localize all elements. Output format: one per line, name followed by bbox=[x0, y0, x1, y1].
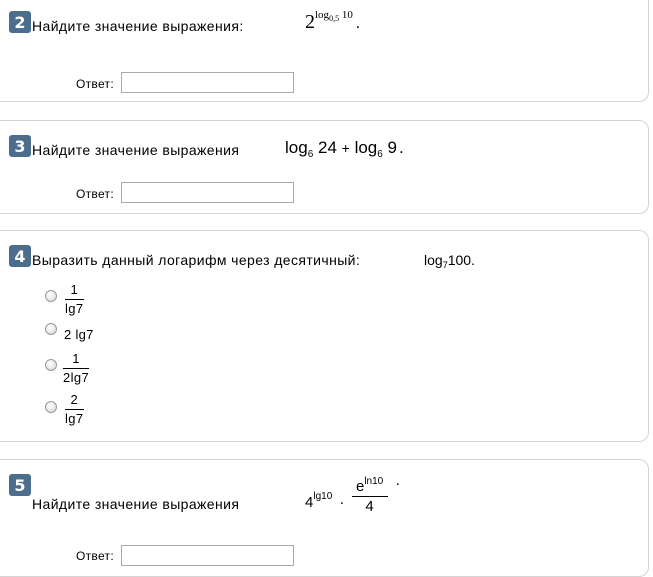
fraction-bar bbox=[63, 368, 89, 369]
numerator: 2 bbox=[70, 392, 79, 407]
e-exponent: ln10 bbox=[364, 476, 384, 487]
expression-q4 bbox=[424, 252, 475, 268]
question-card-4 bbox=[0, 230, 649, 442]
question-number-badge: 3 bbox=[9, 135, 31, 157]
fraction-bar bbox=[65, 409, 84, 410]
question-text: Найдите значение выражения bbox=[32, 142, 240, 158]
exp-log: log bbox=[315, 9, 330, 21]
answer-input-q5[interactable] bbox=[121, 545, 294, 566]
option-radio-2[interactable] bbox=[45, 323, 57, 335]
numerator: 1 bbox=[72, 351, 80, 366]
base-4-exponent: lg10 bbox=[313, 491, 333, 502]
expr-tail: . bbox=[399, 138, 404, 157]
option-radio-3[interactable] bbox=[45, 359, 57, 371]
answer-label: Ответ: bbox=[76, 549, 114, 563]
expr-exponent bbox=[315, 9, 353, 21]
multiply-dot: · bbox=[339, 494, 345, 511]
question-number-badge: 4 bbox=[9, 245, 31, 267]
log-1: log bbox=[285, 138, 308, 157]
answer-label: Ответ: bbox=[76, 187, 114, 201]
expr-base: 2 bbox=[305, 11, 315, 33]
expr-tail: . bbox=[395, 472, 400, 489]
fraction-bar bbox=[352, 496, 388, 497]
plus-sign: + bbox=[341, 140, 350, 156]
question-text: Найдите значение выражения bbox=[32, 496, 240, 512]
option-fraction-1 bbox=[65, 282, 84, 317]
fraction-bar bbox=[65, 299, 84, 300]
question-card-2 bbox=[0, 0, 649, 102]
question-number-badge: 5 bbox=[9, 474, 31, 496]
log-1-base: 6 bbox=[307, 149, 314, 160]
log-2-arg: 9 bbox=[387, 138, 398, 157]
expr-tail: . bbox=[355, 15, 360, 32]
base-4: 4 bbox=[305, 494, 314, 511]
log-base: 7 bbox=[442, 260, 448, 270]
log-2: log bbox=[354, 138, 378, 157]
fraction-numerator bbox=[356, 478, 383, 495]
denominator: 2lg7 bbox=[63, 370, 90, 385]
answer-input-q3[interactable] bbox=[121, 182, 294, 203]
fraction bbox=[352, 478, 388, 515]
exp-sub: 0,5 bbox=[329, 14, 340, 23]
exp-arg: 10 bbox=[341, 9, 353, 21]
question-text: Выразить данный логарифм через десятичный: bbox=[32, 252, 361, 268]
expression-q5 bbox=[305, 472, 400, 515]
log-2-base: 6 bbox=[377, 149, 383, 160]
log-arg: 100. bbox=[447, 252, 475, 268]
question-number-badge: 2 bbox=[9, 11, 31, 33]
answer-label: Ответ: bbox=[76, 77, 114, 91]
option-radio-4[interactable] bbox=[45, 401, 57, 413]
log: log bbox=[424, 252, 443, 268]
expression-q2 bbox=[305, 11, 360, 34]
denominator: lg7 bbox=[65, 301, 84, 316]
option-radio-1[interactable] bbox=[45, 290, 57, 302]
expression-q3 bbox=[285, 138, 404, 158]
numerator: 1 bbox=[70, 282, 79, 297]
log-1-arg: 24 bbox=[317, 138, 337, 157]
question-card-5 bbox=[0, 459, 649, 577]
fraction-denominator: 4 bbox=[365, 498, 374, 515]
question-text: Найдите значение выражения: bbox=[32, 18, 244, 34]
answer-input-q2[interactable] bbox=[121, 72, 294, 93]
option-fraction-3 bbox=[63, 351, 89, 386]
question-card-3 bbox=[0, 120, 649, 214]
denominator: lg7 bbox=[65, 411, 84, 426]
option-text-2: 2 lg7 bbox=[64, 327, 94, 342]
e-base: e bbox=[355, 478, 365, 495]
option-fraction-4 bbox=[65, 392, 84, 427]
